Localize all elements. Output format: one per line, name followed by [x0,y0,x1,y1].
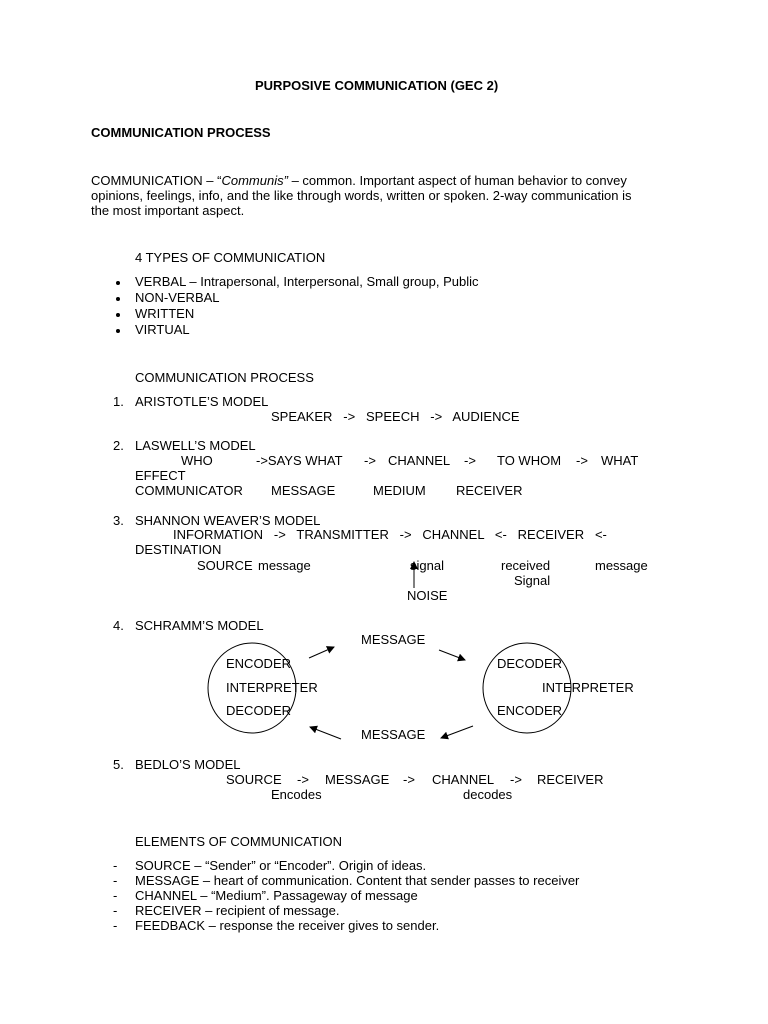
laswell-flow-item: -> [576,453,588,468]
schramm-left-label: DECODER [226,703,292,718]
type-item: VERBAL – Intrapersonal, Interpersonal, Small group, Public [135,274,479,289]
shannon-wrap: DESTINATION [135,542,222,557]
shannon-flow: INFORMATION -> TRANSMITTER -> CHANNEL <- RECEIVER <- [173,527,607,542]
schramm-left-label: ENCODER [226,656,292,671]
schramm-left-label: INTERPRETER [226,680,318,695]
definition-line-1: COMMUNICATION – “Communis” – common. Important aspect of human behavior to convey [91,173,627,188]
page-title: PURPOSIVE COMMUNICATION (GEC 2) [255,78,499,93]
laswell-role: MEDIUM [373,483,426,498]
laswell-flow-item: TO WHOM [497,453,562,468]
laswell-flow-item: WHAT [601,453,639,468]
types-heading: 4 TYPES OF COMMUNICATION [135,250,326,265]
laswell-role: MESSAGE [271,483,336,498]
aristotle-flow: SPEAKER -> SPEECH -> AUDIENCE [271,409,520,424]
model-name-schramm: SCHRAMM’S MODEL [135,618,264,633]
dash-marker: - [113,873,118,888]
type-item: WRITTEN [135,306,195,321]
schramm-left-circle [208,643,296,733]
definition-line-2: opinions, feelings, info, and the like through words, written or spoken. 2-way communication is [91,188,632,203]
element-item: CHANNEL – “Medium”. Passageway of message [135,888,418,903]
schramm-arrow [441,726,473,738]
element-item: SOURCE – “Sender” or “Encoder”. Origin of ideas. [135,858,427,873]
dash-marker: - [113,903,118,918]
elements-heading: ELEMENTS OF COMMUNICATION [135,834,343,849]
laswell-role: COMMUNICATOR [135,483,243,498]
schramm-arrow [309,647,334,658]
model-name-laswell: LASWELL’S MODEL [135,438,256,453]
shannon-noise: NOISE [407,588,448,603]
shannon-label: message [258,558,311,573]
schramm-right-label: ENCODER [497,703,563,718]
dash-marker: - [113,918,118,933]
bedlo-flow-item: -> [403,772,415,787]
bedlo-flow-item: -> [510,772,522,787]
shannon-label: message [595,558,648,573]
schramm-arrow [439,650,465,660]
laswell-flow-item: -> [464,453,476,468]
shannon-label: SOURCE [197,558,253,573]
section-heading: COMMUNICATION PROCESS [91,125,271,140]
schramm-right-label: DECODER [497,656,563,671]
schramm-right-label: INTERPRETER [542,680,634,695]
laswell-flow-item: ->SAYS WHAT [256,453,343,468]
bedlo-flow-item: SOURCE [226,772,282,787]
model-name-aristotle: ARISTOTLE’S MODEL [135,394,269,409]
bedlo-sub: decodes [463,787,513,802]
model-number: 5. [113,757,124,772]
process-heading: COMMUNICATION PROCESS [135,370,314,385]
laswell-role: RECEIVER [456,483,523,498]
bedlo-flow-item: MESSAGE [325,772,390,787]
laswell-flow-item: WHO [181,453,213,468]
shannon-label: signal [410,558,444,573]
laswell-flow-item: CHANNEL [388,453,451,468]
bedlo-flow-item: CHANNEL [432,772,495,787]
schramm-right-circle [483,643,571,733]
bedlo-flow-item: -> [297,772,309,787]
bedlo-sub: Encodes [271,787,322,802]
model-number: 2. [113,438,124,453]
bedlo-flow-item: RECEIVER [537,772,604,787]
schramm-arrow [310,727,341,739]
dash-marker: - [113,858,118,873]
schramm-message-bottom: MESSAGE [361,727,426,742]
element-item: RECEIVER – recipient of message. [135,903,340,918]
shannon-label-sub: Signal [514,573,551,588]
model-number: 1. [113,394,124,409]
definition-line-3: the most important aspect. [91,203,245,218]
laswell-flow-item: -> [364,453,376,468]
type-item: NON-VERBAL [135,290,220,305]
schramm-message-top: MESSAGE [361,632,426,647]
model-name-bedlo: BEDLO’S MODEL [135,757,241,772]
element-item: MESSAGE – heart of communication. Content that sender passes to receiver [135,873,580,888]
model-number: 4. [113,618,124,633]
model-name-shannon-weaver: SHANNON WEAVER’S MODEL [135,513,321,528]
model-number: 3. [113,513,124,528]
element-item: FEEDBACK – response the receiver gives to sender. [135,918,440,933]
shannon-label: received [501,558,551,573]
dash-marker: - [113,888,118,903]
laswell-wrap: EFFECT [135,468,186,483]
type-item: VIRTUAL [135,322,190,337]
